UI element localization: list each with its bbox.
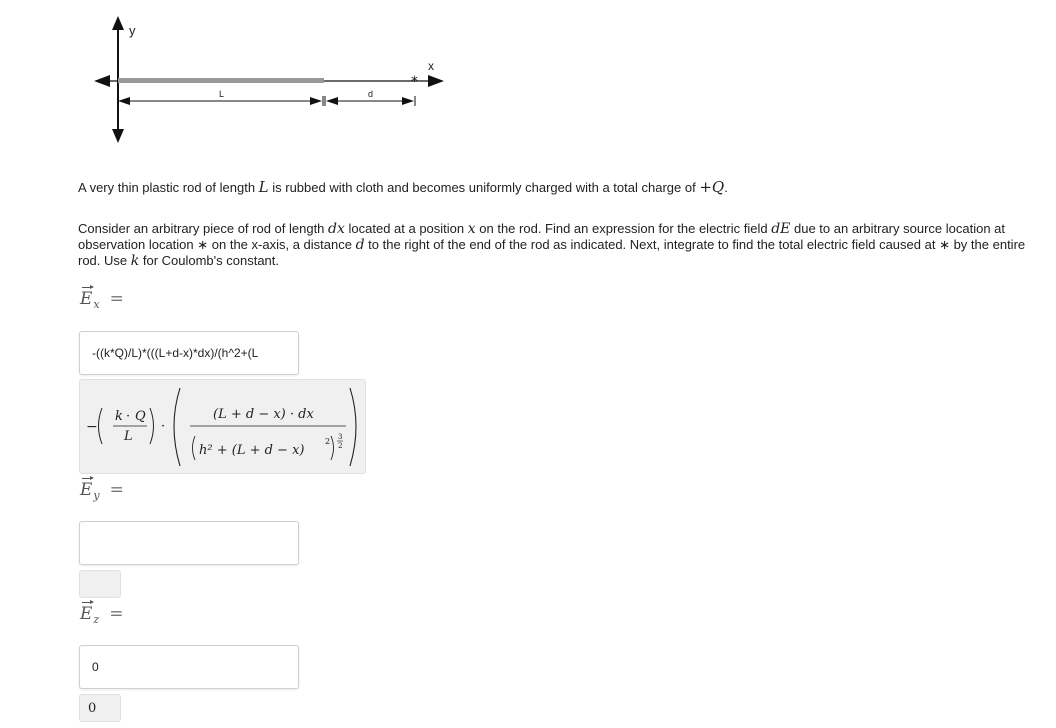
x-axis-arrow-left	[94, 75, 110, 87]
ey-answer-input[interactable]	[79, 521, 299, 565]
distance-arrow-left	[326, 97, 338, 105]
frac-dot: ·	[126, 409, 131, 424]
text: on the x-axis, a distance	[208, 237, 356, 252]
vector-E: E	[80, 604, 93, 624]
ex-preview	[79, 379, 366, 474]
text: .	[724, 180, 728, 195]
numerator: (L + d − x) · dx	[213, 407, 314, 422]
ey-preview	[79, 570, 121, 598]
y-axis-label: y	[129, 23, 136, 38]
var-k: k	[130, 253, 140, 269]
ez-answer-input[interactable]	[79, 645, 299, 689]
ez-label	[80, 604, 123, 626]
distance-label: d	[368, 89, 374, 99]
var-L: L	[258, 178, 269, 196]
equals: =	[109, 604, 124, 624]
vector-E: E	[80, 289, 93, 309]
square-exponent: 2	[325, 437, 331, 446]
star-symbol: ∗	[197, 237, 209, 252]
text: to the right of the end of the rod as indicated. Next, integrate to find the total electric field caused at	[364, 237, 940, 252]
exponent-numerator: 3	[338, 433, 343, 441]
problem-statement-1	[78, 179, 1028, 196]
observation-star: *	[411, 74, 418, 90]
mult-dot: ·	[161, 419, 166, 434]
ex-label	[80, 289, 124, 311]
frac-k: k	[115, 409, 123, 424]
ey-label	[80, 480, 124, 502]
subscript: x	[93, 298, 100, 311]
equals: =	[109, 480, 124, 500]
charged-rod	[118, 78, 324, 83]
var-x: x	[467, 221, 476, 237]
rod-diagram	[0, 0, 480, 160]
exponent-denominator: 2	[338, 442, 343, 450]
problem-statement-2	[78, 221, 1028, 269]
ex-preview-math	[80, 380, 365, 473]
paren-right-3	[331, 436, 334, 460]
length-label: L	[219, 89, 225, 99]
denominator-base: h² + (L + d − x)	[199, 443, 305, 458]
subscript: y	[93, 489, 100, 502]
frac-L: L	[124, 429, 133, 444]
var-Q: +Q	[699, 178, 725, 196]
text: located at a position	[344, 221, 468, 236]
paren-left-1	[99, 408, 103, 444]
x-axis-label: x	[428, 59, 434, 73]
equals: =	[109, 289, 124, 309]
length-arrow-right	[310, 97, 322, 105]
var-dE: dE	[771, 221, 791, 237]
y-axis-arrow-up	[112, 16, 124, 30]
y-axis-arrow-down	[112, 129, 124, 143]
text: due to an arbitrary source location at observation location	[78, 221, 1006, 252]
var-dx: dx	[328, 221, 345, 237]
text: is rubbed with cloth and becomes uniformly charged with a total charge of	[268, 180, 700, 195]
text: A very thin plastic rod of length	[78, 180, 259, 195]
ex-answer-input[interactable]	[79, 331, 299, 375]
star-symbol: ∗	[939, 237, 950, 252]
ez-preview: 0	[79, 694, 121, 722]
distance-arrow-right	[402, 97, 414, 105]
text: by the entire rod. Use	[78, 237, 1026, 268]
paren-right-2	[350, 388, 356, 466]
length-arrow-left	[118, 97, 130, 105]
text: on the rod. Find an expression for the electric field	[475, 221, 772, 236]
text: Consider an arbitrary piece of rod of length	[78, 221, 329, 236]
paren-right-1	[150, 408, 154, 444]
minus-sign: −	[86, 419, 98, 435]
var-d: d	[355, 237, 365, 253]
x-axis-arrow-right	[428, 75, 444, 87]
paren-left-3	[193, 436, 196, 460]
frac-Q: Q	[135, 409, 146, 424]
paren-left-2	[174, 388, 180, 466]
vector-E: E	[80, 480, 93, 500]
subscript: z	[93, 613, 100, 626]
text: for Coulomb's constant.	[139, 253, 280, 268]
